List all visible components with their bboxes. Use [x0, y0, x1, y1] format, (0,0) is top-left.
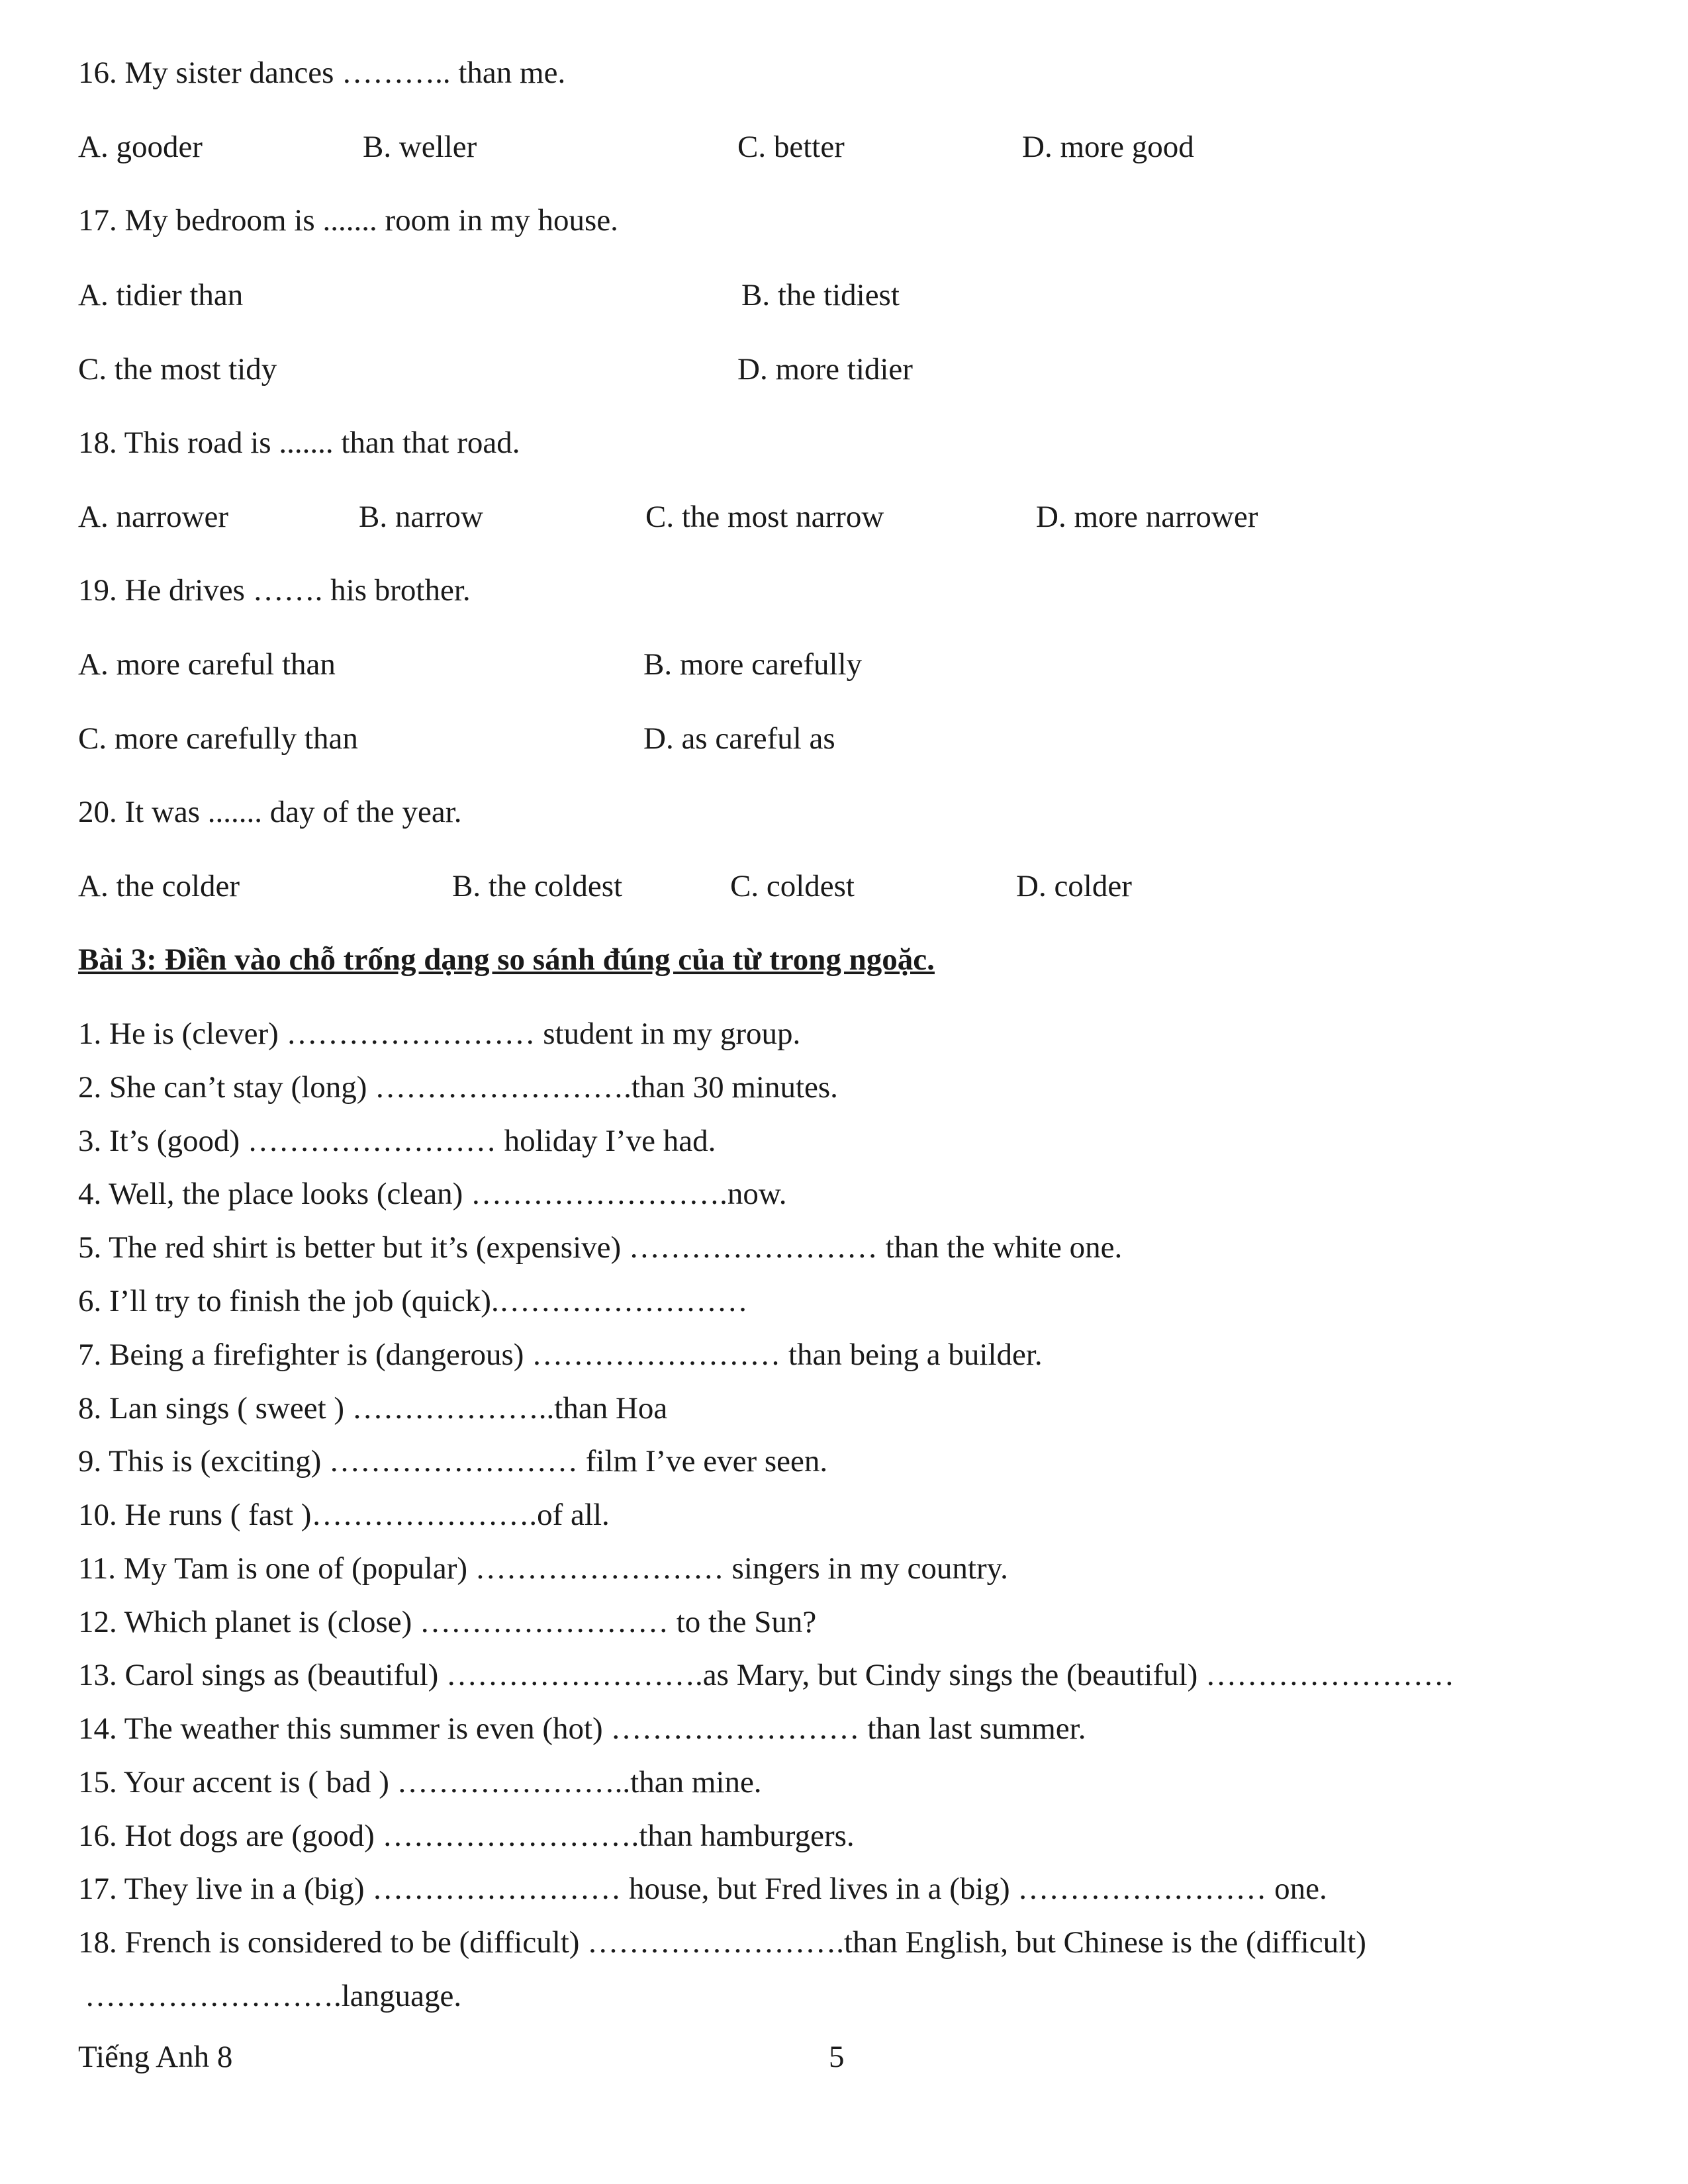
q16-option-a: A. gooder: [78, 130, 203, 164]
exercise-item: 11. My Tam is one of (popular) …………………… singers in my country.: [78, 1551, 1008, 1586]
q19-option-c: C. more carefully than: [78, 721, 358, 756]
exercise-item: 9. This is (exciting) …………………… film I’ve ever seen.: [78, 1444, 828, 1479]
exercise-item: 4. Well, the place looks (clean) …………………….now.: [78, 1177, 787, 1211]
exercise-item: 13. Carol sings as (beautiful) …………………….as Mary, but Cindy sings the (beautiful) ……………………: [78, 1658, 1455, 1692]
q20-option-a: A. the colder: [78, 869, 240, 903]
q20-option-c: C. coldest: [730, 869, 855, 903]
q17-option-a: A. tidier than: [78, 278, 244, 312]
question-18-stem: 18. This road is ....... than that road.: [78, 426, 520, 460]
exercise-item: 12. Which planet is (close) …………………… to the Sun?: [78, 1605, 817, 1639]
exercise-item: 6. I’ll try to finish the job (quick).……………………: [78, 1284, 748, 1318]
q18-option-c: C. the most narrow: [645, 500, 884, 534]
q17-option-c: C. the most tidy: [78, 352, 277, 387]
q17-option-b: B. the tidiest: [741, 278, 900, 312]
q18-option-a: A. narrower: [78, 500, 229, 534]
q16-option-c: C. better: [737, 130, 845, 164]
exercise-item: 1. He is (clever) …………………… student in my group.: [78, 1017, 801, 1051]
exercise-item-continuation: …………………….language.: [85, 1979, 462, 2013]
exercise-item: 14. The weather this summer is even (hot) …………………… than last summer.: [78, 1711, 1086, 1746]
page-number: 5: [829, 2040, 845, 2074]
exercise-item: 10. He runs ( fast )………………….of all.: [78, 1498, 610, 1532]
exercise-item: 5. The red shirt is better but it’s (expensive) …………………… than the white one.: [78, 1230, 1123, 1265]
q16-option-b: B. weller: [363, 130, 477, 164]
q16-option-d: D. more good: [1022, 130, 1194, 164]
question-19-stem: 19. He drives ……. his brother.: [78, 573, 471, 608]
exercise-item: 8. Lan sings ( sweet ) ………………..than Hoa: [78, 1391, 668, 1426]
exercise-item: 17. They live in a (big) …………………… house, but Fred lives in a (big) …………………… one.: [78, 1872, 1327, 1906]
exercise-item: 15. Your accent is ( bad ) …………………..than mine.: [78, 1765, 762, 1799]
question-20-stem: 20. It was ....... day of the year.: [78, 795, 462, 829]
q19-option-a: A. more careful than: [78, 647, 336, 682]
q20-option-d: D. colder: [1016, 869, 1132, 903]
exercise-item: 16. Hot dogs are (good) …………………….than hamburgers.: [78, 1819, 855, 1853]
q18-option-b: B. narrow: [359, 500, 483, 534]
q20-option-b: B. the coldest: [452, 869, 623, 903]
q17-option-d: D. more tidier: [737, 352, 913, 387]
q19-option-d: D. as careful as: [643, 721, 835, 756]
exercise-item: 18. French is considered to be (difficult) …………………….than English, but Chinese is the (difficult): [78, 1925, 1366, 1960]
exercise-item: 3. It’s (good) …………………… holiday I’ve had.: [78, 1124, 716, 1158]
exercise-item: 2. She can’t stay (long) …………………….than 30 minutes.: [78, 1070, 838, 1105]
section-3-heading: Bài 3: Điền vào chỗ trống dạng so sánh đúng của từ trong ngoặc.: [78, 942, 935, 977]
q18-option-d: D. more narrower: [1036, 500, 1258, 534]
q19-option-b: B. more carefully: [643, 647, 863, 682]
footer-subject: Tiếng Anh 8: [78, 2040, 233, 2074]
question-17-stem: 17. My bedroom is ....... room in my house.: [78, 203, 618, 238]
question-16-stem: 16. My sister dances ……….. than me.: [78, 56, 566, 90]
exercise-item: 7. Being a firefighter is (dangerous) …………………… than being a builder.: [78, 1338, 1043, 1372]
